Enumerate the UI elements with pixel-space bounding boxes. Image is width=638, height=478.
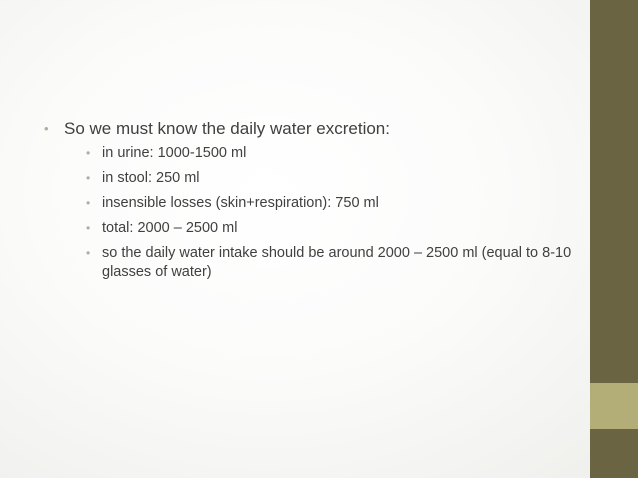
main-bullet-item <box>44 118 574 282</box>
sub-bullet-item <box>64 169 574 188</box>
sidebar-bottom-block <box>590 429 638 478</box>
sub-bullet-item <box>64 219 574 238</box>
decorative-sidebar <box>590 0 638 478</box>
sub-bullet-item <box>64 194 574 213</box>
bullet-icon: • <box>86 146 91 160</box>
sub-bullet-text-urine: in urine: 1000-1500 ml <box>102 145 247 161</box>
slide-content <box>44 118 574 288</box>
bullet-icon: • <box>86 246 91 260</box>
bullet-icon: • <box>86 221 91 235</box>
sub-bullet-item <box>64 244 574 282</box>
sub-bullet-text-insensible: insensible losses (skin+respiration): 750 ml <box>102 195 379 211</box>
sub-bullet-text-intake: so the daily water intake should be around 2000 – 2500 ml (equal to 8-10 glasses of water) <box>102 245 572 280</box>
bullet-icon: • <box>86 171 91 185</box>
sub-bullet-list <box>64 144 574 282</box>
sidebar-top-block <box>590 0 638 383</box>
sub-bullet-text-stool: in stool: 250 ml <box>102 170 200 186</box>
sub-bullet-text-total: total: 2000 – 2500 ml <box>102 220 238 236</box>
bullet-list <box>44 118 574 282</box>
sub-bullet-item <box>64 144 574 163</box>
bullet-icon: • <box>44 121 49 136</box>
bullet-icon: • <box>86 196 91 210</box>
main-bullet-text: So we must know the daily water excretion: <box>64 119 390 138</box>
sidebar-accent-block <box>590 383 638 429</box>
